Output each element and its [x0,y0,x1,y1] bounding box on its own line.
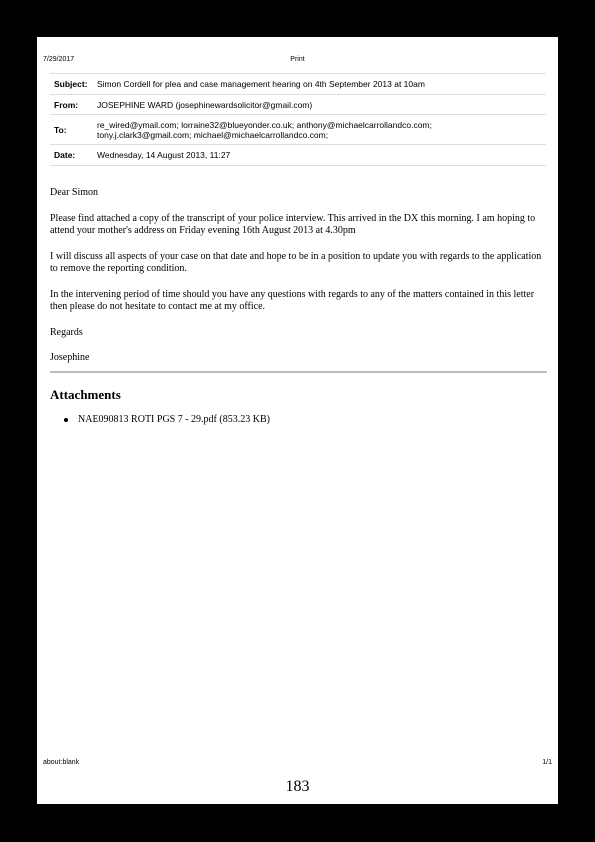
divider [50,371,547,373]
bullet-icon [64,418,68,422]
attachment-label: NAE090813 ROTI PGS 7 - 29.pdf (853.23 KB) [78,414,270,425]
print-title: Print [290,56,305,63]
print-date: 7/29/2017 [43,56,75,63]
subject-value: Simon Cordell for plea and case management hearing on 4th September 2013 at 10am [93,74,546,95]
to-recipients-line-2: tony.j.clark3@gmail.com; michael@michaelcarrollandco.com; [97,129,329,140]
paragraph-1: Please find attached a copy of the transcript of your police interview. This arrived in the DX this morning. I am hoping to attend your mother's address on Friday evening 16th August 2013 at 4.30pm [50,212,536,236]
email-body [50,187,547,378]
from-label: From: [50,95,93,115]
subject-label: Subject: [50,74,93,95]
date-label: Date: [50,145,93,166]
subject-row [50,74,546,95]
attachment-item[interactable] [64,414,270,426]
date-value: Wednesday, 14 August 2013, 11:27 [93,145,546,166]
from-value: JOSEPHINE WARD (josephinewardsolicitor@gmail.com) [93,95,546,115]
paragraph-3: In the intervening period of time should you have any questions with regards to any of the matters contained in this letter then please do not hesitate to contact me at my office. [50,288,535,312]
paragraph-2: I will discuss all aspects of your case on that date and hope to be in a position to update you with regards to the application to remove the reporting condition. [50,250,542,274]
to-recipients-line-1: re_wired@ymail.com; lorraine32@blueyonder.co.uk; anthony@michaelcarrollandco.com; [97,119,432,130]
greeting: Dear Simon [50,187,99,198]
date-row [50,145,546,166]
to-value [93,115,546,145]
to-label: To: [50,115,93,145]
print-footer-page: 1/1 [542,759,552,766]
from-row [50,95,546,115]
printed-page [37,37,558,804]
email-header-table [50,73,546,166]
to-row [50,115,546,145]
signature: Josephine [50,352,90,363]
attachments-list [64,414,270,426]
page-number: 183 [285,778,310,795]
closing: Regards [50,326,83,338]
print-footer-url: about:blank [43,759,80,766]
attachments-title: Attachments [50,387,121,402]
